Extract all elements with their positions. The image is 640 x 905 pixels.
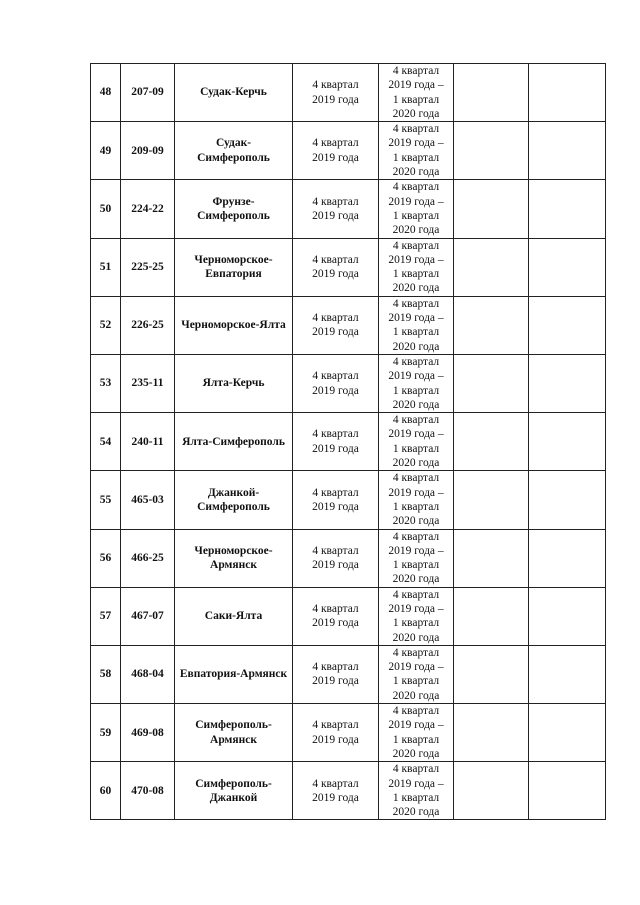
route-name-cell: Саки-Ялта <box>175 587 293 645</box>
end-period-cell: 4 квартал 2019 года – 1 квартал 2020 года <box>379 413 454 471</box>
empty-cell-1 <box>454 354 529 412</box>
route-name-cell: Судак- Симферополь <box>175 122 293 180</box>
empty-cell-1 <box>454 529 529 587</box>
route-code-cell: 224-22 <box>121 180 175 238</box>
table-row <box>91 645 606 703</box>
empty-cell-1 <box>454 238 529 296</box>
end-period-cell: 4 квартал 2019 года – 1 квартал 2020 года <box>379 762 454 820</box>
empty-cell-1 <box>454 122 529 180</box>
row-number-cell: 56 <box>91 529 121 587</box>
empty-cell-2 <box>529 180 606 238</box>
empty-cell-2 <box>529 238 606 296</box>
end-period-cell: 4 квартал 2019 года – 1 квартал 2020 года <box>379 296 454 354</box>
start-period-cell: 4 квартал 2019 года <box>293 762 379 820</box>
row-number-cell: 51 <box>91 238 121 296</box>
end-period-cell: 4 квартал 2019 года – 1 квартал 2020 года <box>379 471 454 529</box>
empty-cell-1 <box>454 471 529 529</box>
start-period-cell: 4 квартал 2019 года <box>293 587 379 645</box>
empty-cell-1 <box>454 704 529 762</box>
route-code-cell: 207-09 <box>121 64 175 122</box>
row-number-cell: 58 <box>91 645 121 703</box>
start-period-cell: 4 квартал 2019 года <box>293 64 379 122</box>
route-code-cell: 466-25 <box>121 529 175 587</box>
route-code-cell: 468-04 <box>121 645 175 703</box>
table-row <box>91 704 606 762</box>
route-name-cell: Фрунзе- Симферополь <box>175 180 293 238</box>
route-name-cell: Черноморское- Армянск <box>175 529 293 587</box>
empty-cell-2 <box>529 645 606 703</box>
route-name-cell: Черноморское-Ялта <box>175 296 293 354</box>
empty-cell-1 <box>454 413 529 471</box>
empty-cell-2 <box>529 471 606 529</box>
route-code-cell: 226-25 <box>121 296 175 354</box>
start-period-cell: 4 квартал 2019 года <box>293 704 379 762</box>
table-row <box>91 529 606 587</box>
end-period-cell: 4 квартал 2019 года – 1 квартал 2020 года <box>379 529 454 587</box>
start-period-cell: 4 квартал 2019 года <box>293 471 379 529</box>
empty-cell-2 <box>529 762 606 820</box>
routes-table <box>90 63 606 820</box>
route-name-cell: Симферополь- Джанкой <box>175 762 293 820</box>
empty-cell-2 <box>529 529 606 587</box>
row-number-cell: 59 <box>91 704 121 762</box>
start-period-cell: 4 квартал 2019 года <box>293 529 379 587</box>
route-code-cell: 470-08 <box>121 762 175 820</box>
empty-cell-1 <box>454 587 529 645</box>
empty-cell-1 <box>454 645 529 703</box>
route-code-cell: 467-07 <box>121 587 175 645</box>
empty-cell-1 <box>454 64 529 122</box>
row-number-cell: 53 <box>91 354 121 412</box>
end-period-cell: 4 квартал 2019 года – 1 квартал 2020 года <box>379 122 454 180</box>
empty-cell-2 <box>529 704 606 762</box>
route-name-cell: Черноморское- Евпатория <box>175 238 293 296</box>
route-code-cell: 469-08 <box>121 704 175 762</box>
table-row <box>91 587 606 645</box>
row-number-cell: 50 <box>91 180 121 238</box>
start-period-cell: 4 квартал 2019 года <box>293 413 379 471</box>
end-period-cell: 4 квартал 2019 года – 1 квартал 2020 года <box>379 354 454 412</box>
route-name-cell: Симферополь- Армянск <box>175 704 293 762</box>
start-period-cell: 4 квартал 2019 года <box>293 296 379 354</box>
route-name-cell: Джанкой- Симферополь <box>175 471 293 529</box>
route-name-cell: Ялта-Керчь <box>175 354 293 412</box>
empty-cell-2 <box>529 413 606 471</box>
table-row <box>91 296 606 354</box>
table-row <box>91 122 606 180</box>
route-name-cell: Ялта-Симферополь <box>175 413 293 471</box>
empty-cell-2 <box>529 122 606 180</box>
table-row <box>91 471 606 529</box>
end-period-cell: 4 квартал 2019 года – 1 квартал 2020 года <box>379 64 454 122</box>
route-name-cell: Евпатория-Армянск <box>175 645 293 703</box>
start-period-cell: 4 квартал 2019 года <box>293 645 379 703</box>
route-code-cell: 235-11 <box>121 354 175 412</box>
row-number-cell: 52 <box>91 296 121 354</box>
route-code-cell: 209-09 <box>121 122 175 180</box>
route-code-cell: 240-11 <box>121 413 175 471</box>
start-period-cell: 4 квартал 2019 года <box>293 238 379 296</box>
route-name-cell: Судак-Керчь <box>175 64 293 122</box>
end-period-cell: 4 квартал 2019 года – 1 квартал 2020 года <box>379 238 454 296</box>
table-row <box>91 354 606 412</box>
row-number-cell: 49 <box>91 122 121 180</box>
empty-cell-2 <box>529 587 606 645</box>
end-period-cell: 4 квартал 2019 года – 1 квартал 2020 года <box>379 704 454 762</box>
table-row <box>91 180 606 238</box>
end-period-cell: 4 квартал 2019 года – 1 квартал 2020 года <box>379 645 454 703</box>
table-row <box>91 238 606 296</box>
end-period-cell: 4 квартал 2019 года – 1 квартал 2020 года <box>379 587 454 645</box>
row-number-cell: 54 <box>91 413 121 471</box>
start-period-cell: 4 квартал 2019 года <box>293 180 379 238</box>
table-row <box>91 413 606 471</box>
route-code-cell: 225-25 <box>121 238 175 296</box>
row-number-cell: 55 <box>91 471 121 529</box>
empty-cell-2 <box>529 296 606 354</box>
empty-cell-1 <box>454 296 529 354</box>
empty-cell-1 <box>454 762 529 820</box>
empty-cell-2 <box>529 354 606 412</box>
table-body <box>91 64 606 820</box>
row-number-cell: 57 <box>91 587 121 645</box>
empty-cell-2 <box>529 64 606 122</box>
end-period-cell: 4 квартал 2019 года – 1 квартал 2020 года <box>379 180 454 238</box>
table-row <box>91 762 606 820</box>
route-code-cell: 465-03 <box>121 471 175 529</box>
start-period-cell: 4 квартал 2019 года <box>293 354 379 412</box>
start-period-cell: 4 квартал 2019 года <box>293 122 379 180</box>
row-number-cell: 48 <box>91 64 121 122</box>
row-number-cell: 60 <box>91 762 121 820</box>
table-row <box>91 64 606 122</box>
empty-cell-1 <box>454 180 529 238</box>
